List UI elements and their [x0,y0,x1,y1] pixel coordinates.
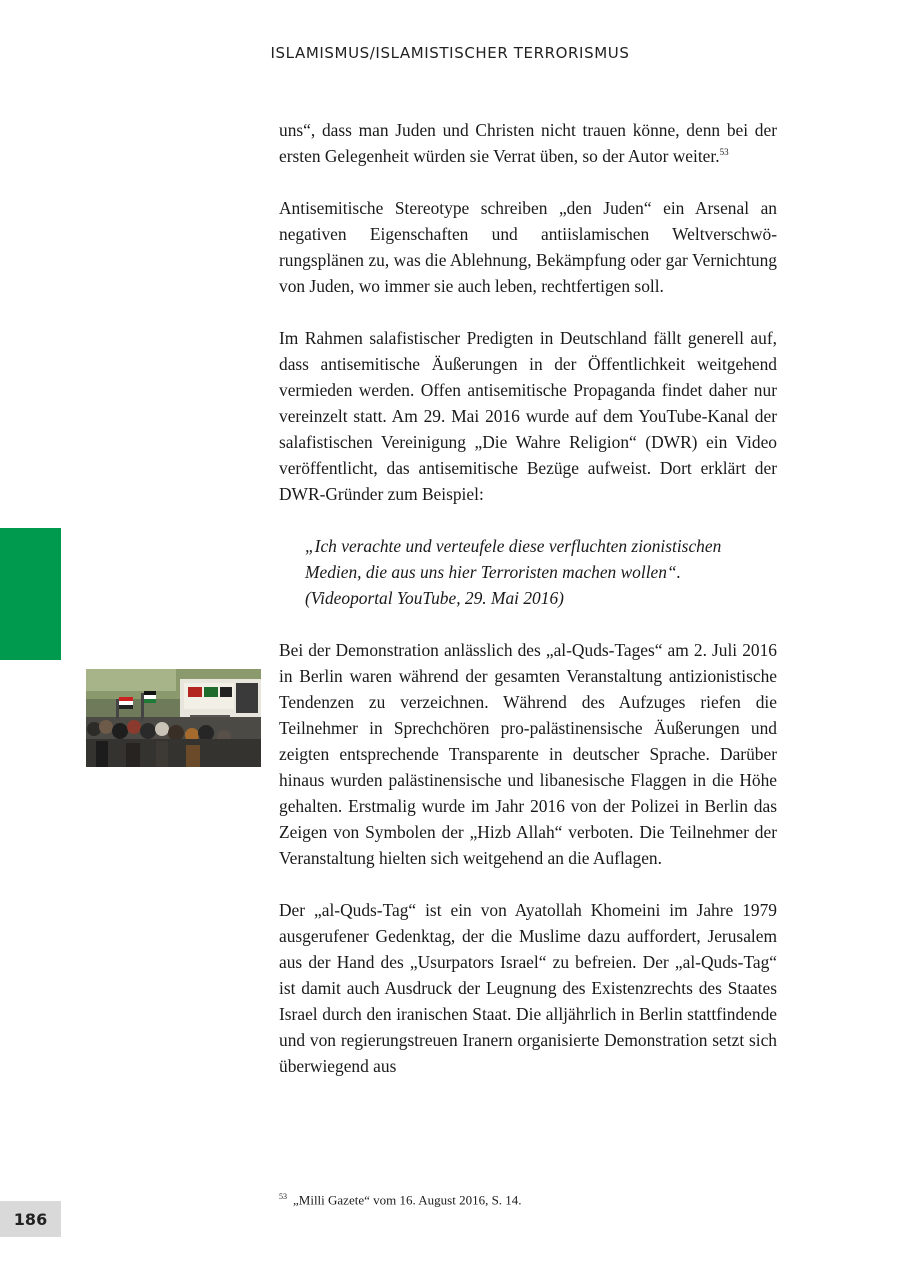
paragraph-1-text: uns“, dass man Juden und Christen nicht trauen könne, denn bei der ersten Gelegenheit würden sie Verrat üben, so der Autor weiter. [279,120,777,166]
block-quote [279,533,777,611]
footnote-number: 53 [279,1192,287,1201]
paragraph-1 [279,117,777,169]
paragraph-4: Bei der Demonstration anlässlich des „al-Quds-Tages“ am 2. Juli 2016 in Berlin waren während der gesamten Veranstaltung antizionistische Tendenzen zu verzeichnen. Während des Aufzuges riefen die Teilnehmer in Sprechchören pro-palästinensische Äußerungen und zeigten entsprechende Transparente in deutscher Sprache. Darüber hinaus wurden palästinensische und libanesische Flaggen in die Höhe gehalten. Erstmalig wurde im Jahr 2016 von der Polizei in Berlin das Zeigen von Symbolen der „Hizb Allah“ verboten. Die Teilnehmer der Veranstaltung hielten sich weitgehend an die Auflagen. [279,640,777,868]
paragraph-3: Im Rahmen salafistischer Predigten in Deutschland fällt generell auf, dass antisemitische Äußerungen in der Öffentlichkeit weitgehend vermieden werden. Offen antisemitische Propaganda findet daher nur vereinzelt statt. Am 29. Mai 2016 wurde auf dem YouTube-Kanal der salafistischen Vereinigung „Die Wahre Religion“ (DWR) ein Video veröffentlicht, das antisemitische Bezüge aufweist. Dort erklärt der DWR-Gründer zum Beispiel: [279,328,777,504]
footnote-text: „Milli Gazete“ vom 16. August 2016, S. 14. [293,1192,522,1208]
paragraph-5: Der „al-Quds-Tag“ ist ein von Ayatollah Khomeini im Jahre 1979 ausgerufener Gedenktag, der die Muslime dazu auffordert, Jerusalem aus der Hand des „Usurpators Israel“ zu befreien. Der „al-Quds-Tag“ ist damit auch Ausdruck der Leugnung des Existenzrechts des Staates Israel durch den iranischen Staat. Die alljährlich in Berlin stattfindende und von regierungstreuen Iranern organisierte Demonstration setzt sich überwiegend aus [279,900,777,1076]
main-text-column [279,117,777,1105]
chapter-color-tab [0,528,61,660]
page-number: 186 [0,1201,61,1237]
demonstration-photo [86,669,261,767]
running-header: ISLAMISMUS/ISLAMISTISCHER TERRORISMUS [270,44,630,62]
quote-source: (Videoportal YouTube, 29. Mai 2016) [305,588,564,608]
quote-text: „Ich verachte und verteufele diese verfluchten zionistischen Medien, die aus uns hier Terroristen machen wollen“. [305,536,722,582]
footnote-ref-53[interactable]: 53 [719,147,729,158]
footnote [279,1188,777,1209]
paragraph-2: Antisemitische Stereotype schreiben „den Juden“ ein Arsenal an negativen Eigenschaften und antiislamischen Weltverschwörungsplänen zu, was die Ablehnung, Bekämpfung oder gar Vernichtung von Juden, wo immer sie auch leben, rechtfertigen soll. [279,198,777,296]
